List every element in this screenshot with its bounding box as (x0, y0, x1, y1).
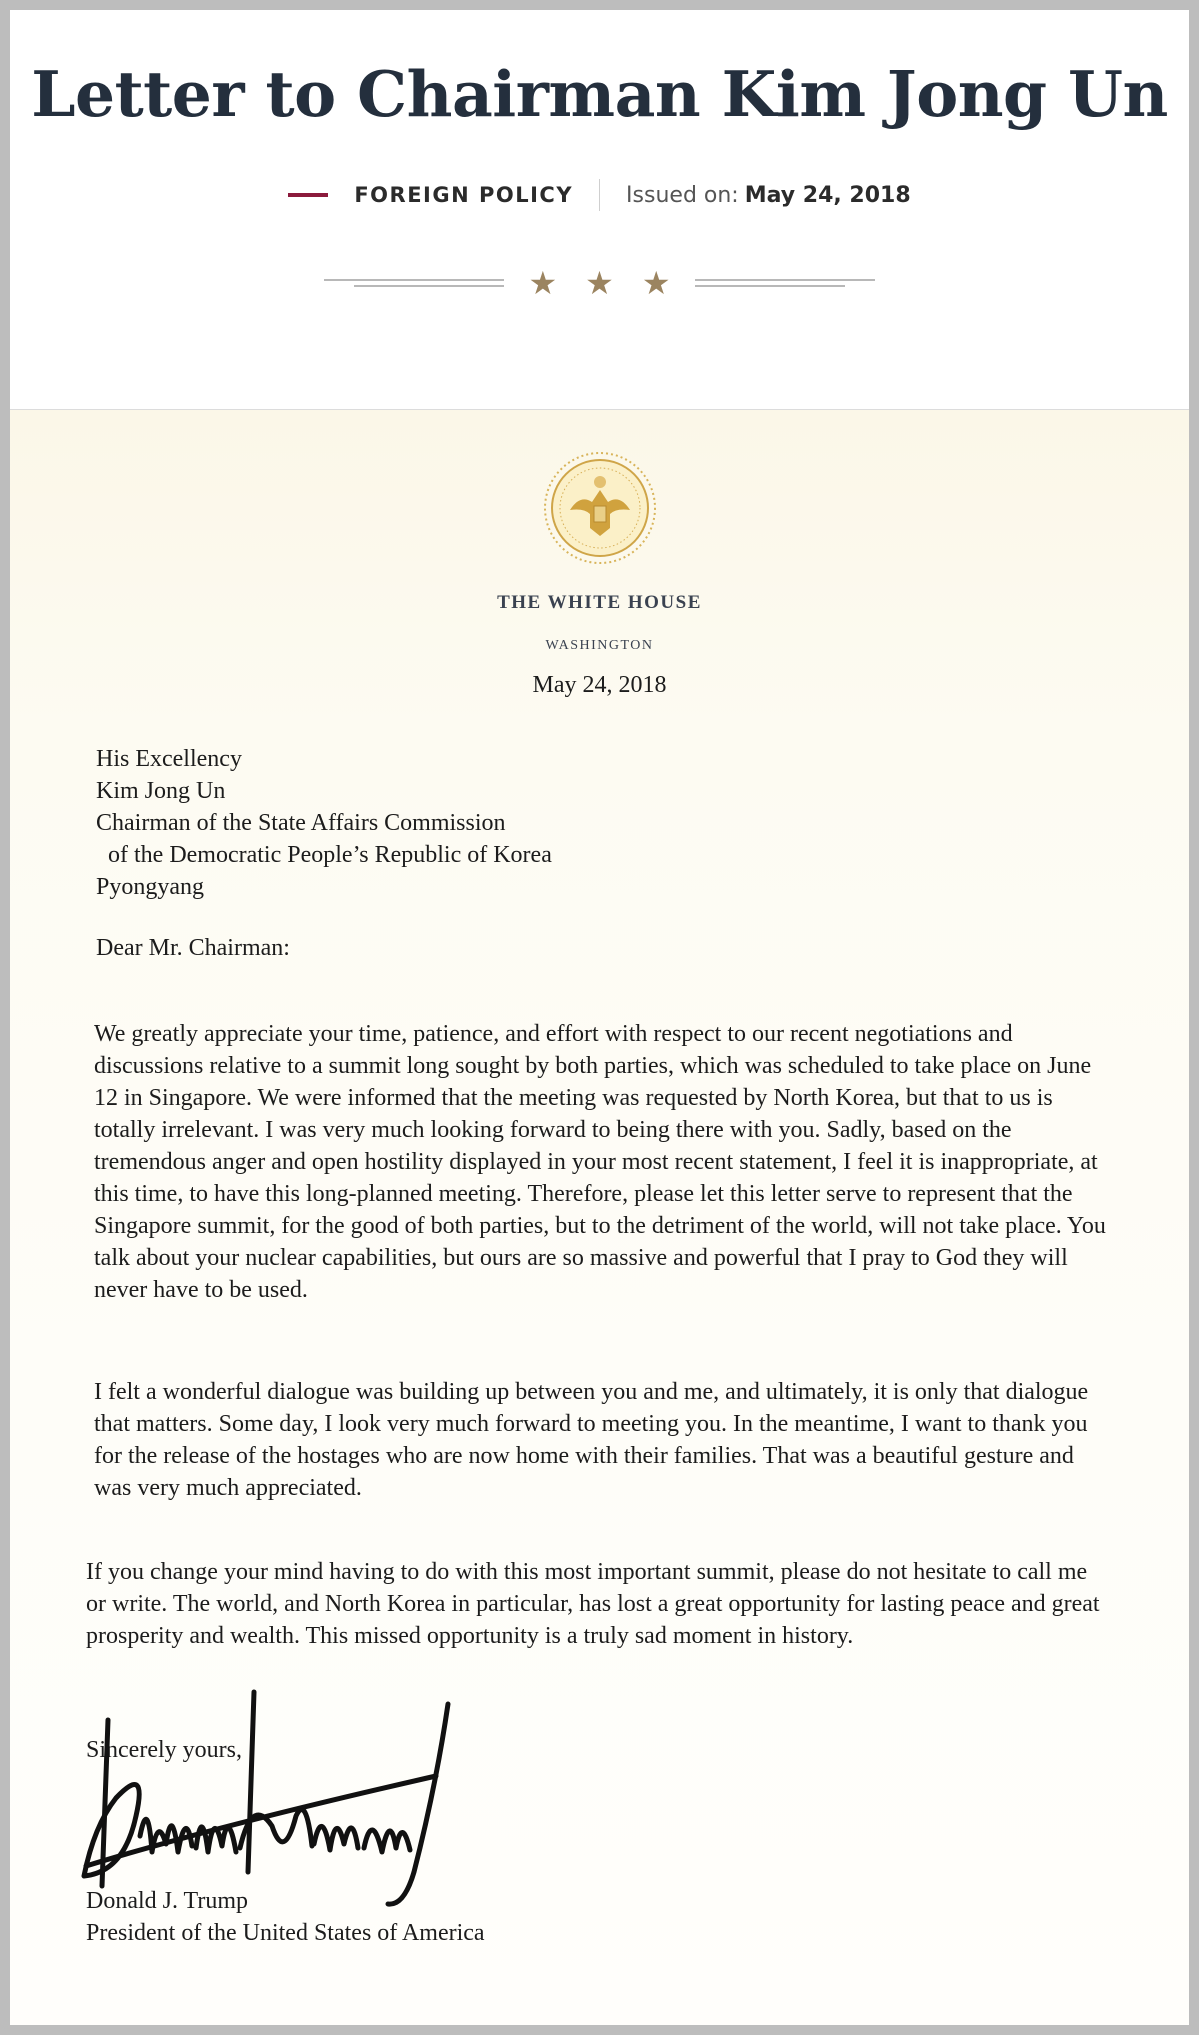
salutation: Dear Mr. Chairman: (96, 935, 290, 961)
letterhead-subtitle: WASHINGTON (545, 638, 654, 653)
closing: Sincerely yours, (86, 1737, 242, 1763)
page-title: Letter to Chairman Kim Jong Un (31, 57, 1168, 131)
address-line: His Excellency (96, 746, 242, 772)
presidential-seal-icon (542, 450, 658, 566)
star-divider (10, 264, 1189, 302)
article-meta (10, 178, 1189, 212)
recipient-address (96, 743, 552, 903)
address-line: Chairman of the State Affairs Commission (96, 810, 506, 836)
letterhead-title: THE WHITE HOUSE (497, 592, 702, 613)
letter-date: May 24, 2018 (532, 672, 667, 698)
address-line: Pyongyang (96, 874, 204, 900)
page-frame (10, 10, 1189, 2025)
divider-rule-left (324, 279, 504, 287)
category-link[interactable]: FOREIGN POLICY (354, 183, 574, 207)
letter-image (10, 410, 1189, 2025)
issued-label: Issued on: (626, 182, 739, 208)
meta-separator (599, 179, 600, 211)
address-line: of the Democratic People’s Republic of Korea (108, 842, 552, 868)
star-icon: ★ (528, 264, 558, 302)
signature-icon (76, 1676, 496, 1916)
star-icon: ★ (585, 264, 614, 302)
signer-title: President of the United States of America (86, 1920, 485, 1946)
issued-date: May 24, 2018 (744, 182, 911, 208)
letter-paragraph: If you change your mind having to do with this most important summit, please do not hesitate to call me or write. The world, and North Korea in particular, has lost a great opportunity for lasting peace and great prosperity and wealth. This missed opportunity is a truly sad moment in history. (86, 1559, 1100, 1649)
letter-paragraph: We greatly appreciate your time, patience, and effort with respect to our recent negotiations and discussions relative to a summit long sought by both parties, which was scheduled to take place on June 12 in Singapore. We were informed that the meeting was requested by North Korea, but that to us is totally irrelevant. I was very much looking forward to being there with you. Sadly, based on the tremendous anger and open hostility displayed in your most recent statement, I feel it is inappropriate, at this time, to have this long-planned meeting. Therefore, please let this letter serve to represent that the Singapore summit, for the good of both parties, but to the detriment of the world, will not take place. You talk about your nuclear capabilities, but ours are so massive and powerful that I pray to God they will never have to be used. (94, 1021, 1106, 1303)
letter-paragraph: I felt a wonderful dialogue was building up between you and me, and ultimately, it is only that dialogue that matters. Some day, I look very much forward to meeting you. In the meantime, I want to thank you for the release of the hostages who are now home with their families. That was a beautiful gesture and was very much appreciated. (94, 1379, 1089, 1501)
category-accent-bar (288, 193, 328, 197)
signer-name: Donald J. Trump (86, 1888, 249, 1914)
divider-rule-right (695, 279, 875, 287)
star-icon: ★ (641, 264, 671, 302)
address-line: Kim Jong Un (96, 778, 226, 804)
divider-stars (528, 264, 671, 302)
article-header (10, 10, 1189, 410)
